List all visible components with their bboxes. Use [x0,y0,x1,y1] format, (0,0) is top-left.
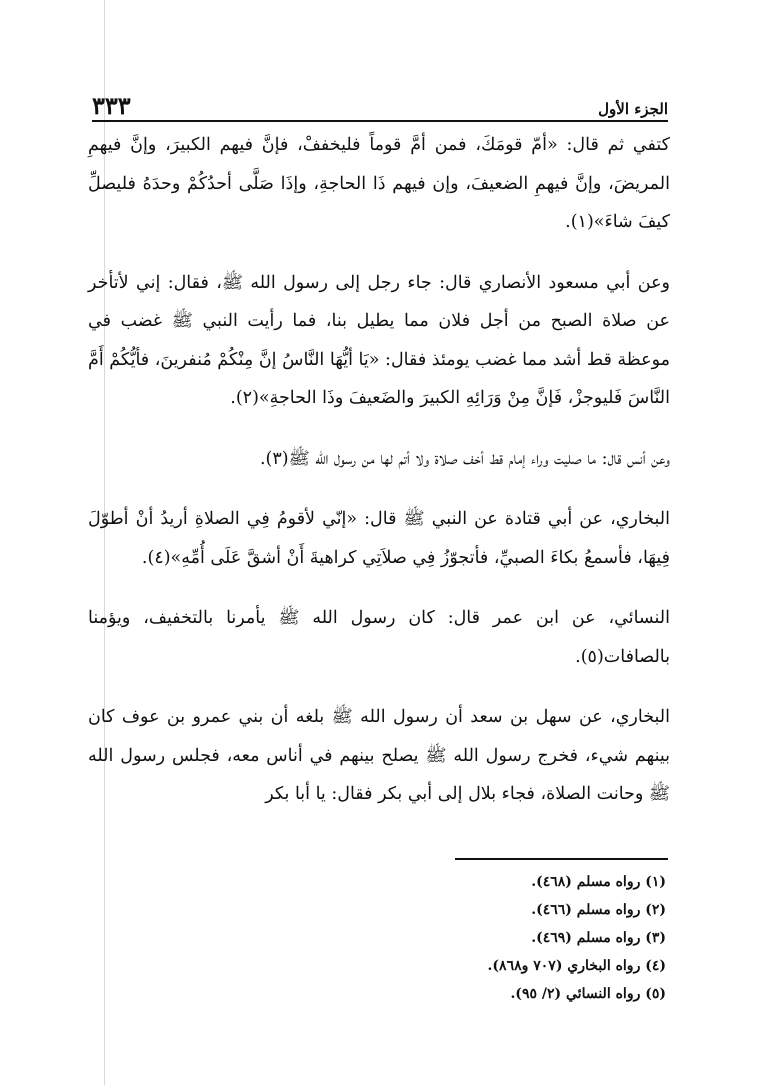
running-title: الجزء الأول [598,100,668,118]
paragraph: البخاري، عن أبي قتادة عن النبي ﷺ قال: «إنّي لأقومُ فِي الصلاةِ أريدُ أنْ أطوّلَ فِيهَا، فأسمعُ بكاءَ الصبيِّ، فأتجوّزُ فِي صلاَتِي كراهيةَ أَنْ أشقَّ عَلَى أُمِّهِ»(٤). [88,509,670,568]
page-number: ٣٣٣ [92,91,131,120]
footnote-item: (٤) رواه البخاري (٧٠٧ و٨٦٨). [487,958,666,974]
footnote-item: (٣) رواه مسلم (٤٦٩). [531,930,666,946]
paragraph: وعن أبي مسعود الأنصاري قال: جاء رجل إلى رسول الله ﷺ، فقال: إني لأتأخر عن صلاة الصبح من أجل فلان مما يطيل بنا، فما رأيت النبي ﷺ غضب في موعظة قط أشد مما غضب يومئذ فقال: «يَا أيُّهَا النَّاسُ إنَّ مِنْكُمْ مُنفرينَ، فأيُّكُمْ أَمَّ النَّاسَ فَليوجزْ، فَإنَّ مِنْ وَرَائِهِ الكبيرَ والضَعيفَ وذَا الحاجةِ»(٢). [88,272,670,408]
page-header [92,82,668,118]
paragraph: وعن أنس قال: ما صليت وراء إمام قط أخف صلاة ولا أتم لها من رسول الله ﷺ(٣). [259,448,670,469]
header-rule [92,120,668,122]
paragraph: النسائي، عن ابن عمر قال: كان رسول الله ﷺ يأمرنا بالتخفيف، ويؤمنا بالصافات(٥). [88,608,670,667]
main-text [88,126,670,836]
footnote-separator [455,858,668,860]
paragraph: كتفي ثم قال: «أمّ قومَكَ، فمن أمَّ قوماً فليخففْ، فإنَّ فيهم الكبيرَ، وإنَّ فيهمِ المريضَ، وإنَّ فيهمِ الضعيفَ، وإن فيهم ذَا الحاجةِ، وإذَا صَلَّى أحدُكُمْ وحدَهُ فليصلِّ كيفَ شاءَ»(١). [88,135,670,232]
footnotes-list [300,868,668,1008]
footnote-item: (٢) رواه مسلم (٤٦٦). [531,902,666,918]
footnote-item: (٥) رواه النسائي (٢/ ٩٥). [510,986,666,1002]
paragraph: البخاري، عن سهل بن سعد أن رسول الله ﷺ بلغه أن بني عمرو بن عوف كان بينهم شيء، فخرج رسول الله ﷺ يصلح بينهم في أناس معه، فجلس رسول الله ﷺ وحانت الصلاة، فجاء بلال إلى أبي بكر فقال: يا أبا بكر [88,707,670,804]
footnote-item: (١) رواه مسلم (٤٦٨). [531,874,666,890]
